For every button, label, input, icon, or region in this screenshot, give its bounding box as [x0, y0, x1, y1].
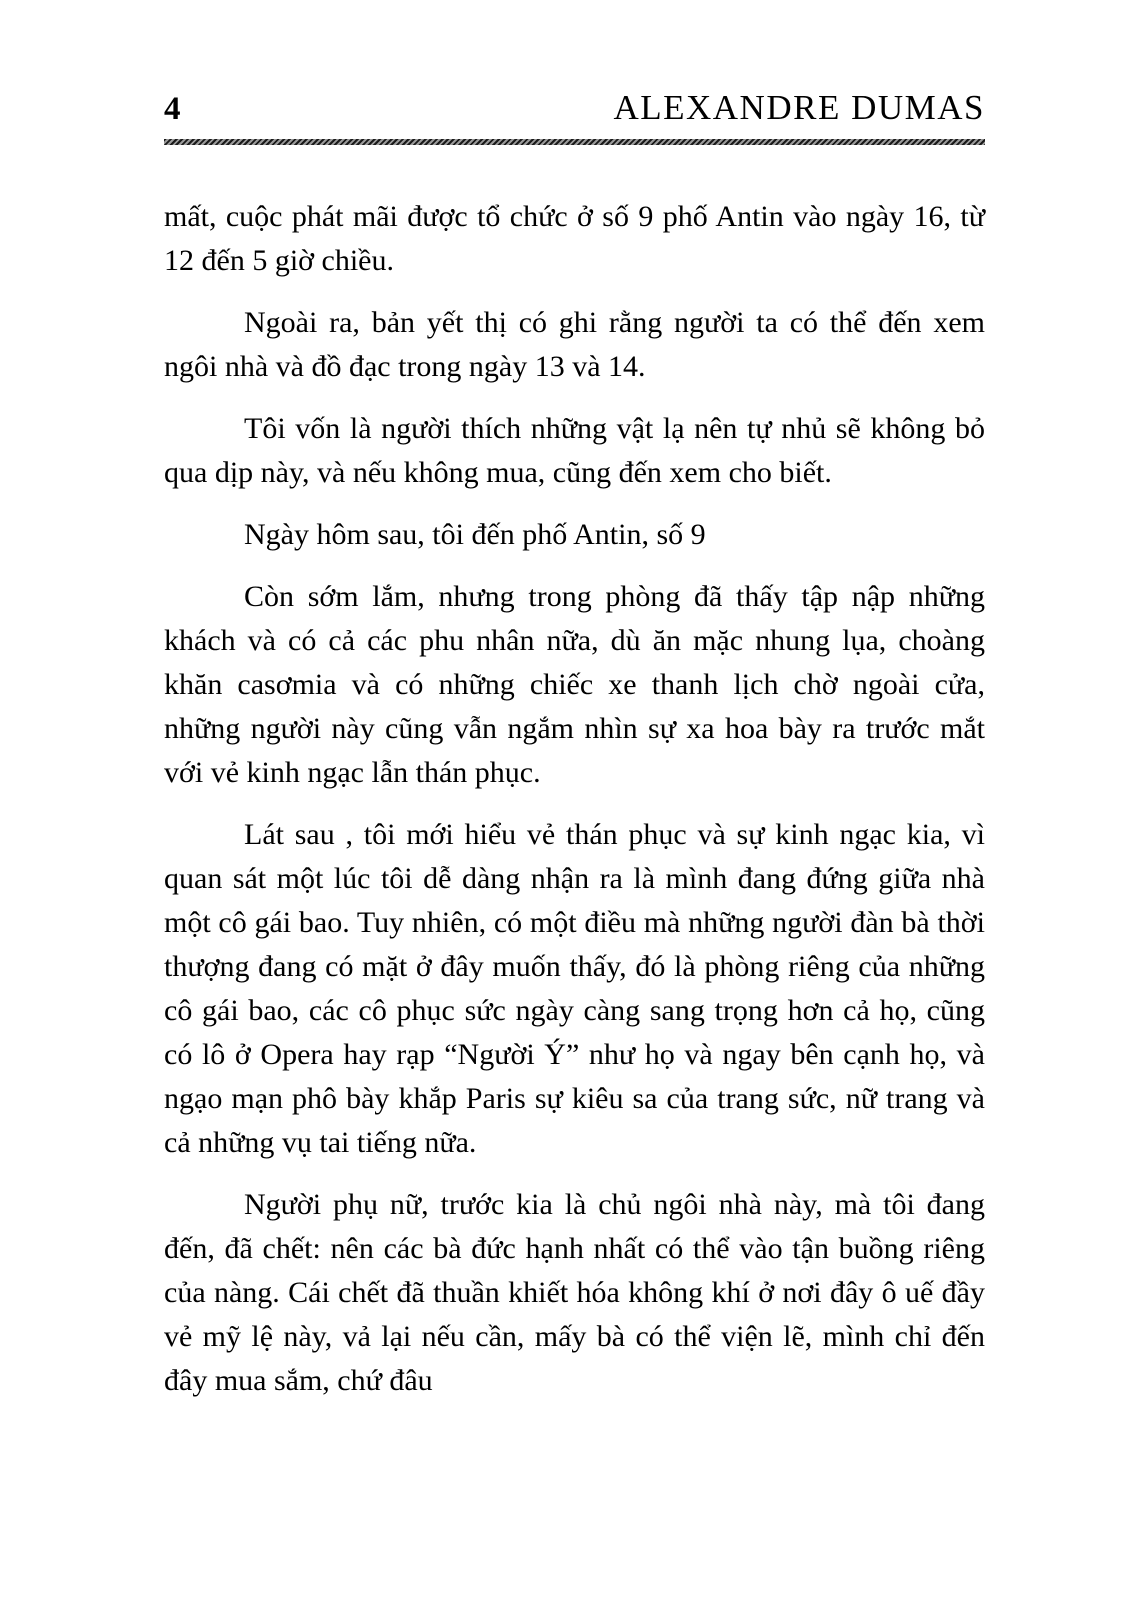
page-number: 4 — [164, 91, 181, 127]
paragraph: Người phụ nữ, trước kia là chủ ngôi nhà này, mà tôi đang đến, đã chết: nên các bà đức hạnh nhất có thể vào tận buồng riêng của nàng. Cái chết đã thuần khiết hóa không khí ở nơi đây ô uế đầy vẻ mỹ lệ này, vả lại nếu cần, mấy bà có thể viện lẽ, mình chỉ đến đây mua sắm, chứ đâu — [164, 1188, 985, 1397]
page-header — [164, 88, 985, 129]
paragraph: Ngoài ra, bản yết thị có ghi rằng người ta có thể đến xem ngôi nhà và đồ đạc trong ngày 13 và 14. — [164, 306, 985, 383]
paragraph: Còn sớm lắm, nhưng trong phòng đã thấy tập nập những khách và có cả các phu nhân nữa, dù ăn mặc nhung lụa, choàng khăn casơmia và có những chiếc xe thanh lịch chờ ngoài cửa, những người này cũng vẫn ngắm nhìn sự xa hoa bày ra trước mắt với vẻ kinh ngạc lẫn thán phục. — [164, 580, 985, 789]
header-rule — [164, 139, 985, 145]
paragraph: Ngày hôm sau, tôi đến phố Antin, số 9 — [244, 518, 706, 551]
paragraph: Lát sau , tôi mới hiểu vẻ thán phục và sự kinh ngạc kia, vì quan sát một lúc tôi dễ dàng nhận ra là mình đang đứng giữa nhà một cô gái bao. Tuy nhiên, có một điều mà những người đàn bà thời thượng đang có mặt ở đây muốn thấy, đó là phòng riêng của những cô gái bao, các cô phục sức ngày càng sang trọng hơn cả họ, cũng có lô ở Opera hay rạp “Người Ý” như họ và ngay bên cạnh họ, và ngạo mạn phô bày khắp Paris sự kiêu sa của trang sức, nữ trang và cả những vụ tai tiếng nữa. — [164, 818, 985, 1159]
paragraph: Tôi vốn là người thích những vật lạ nên tự nhủ sẽ không bỏ qua dịp này, và nếu không mua, cũng đến xem cho biết. — [164, 412, 985, 489]
running-title: ALEXANDRE DUMAS — [613, 88, 985, 127]
paragraph: mất, cuộc phát mãi được tổ chức ở số 9 phố Antin vào ngày 16, từ 12 đến 5 giờ chiều. — [164, 200, 985, 277]
page-content — [164, 195, 985, 1403]
